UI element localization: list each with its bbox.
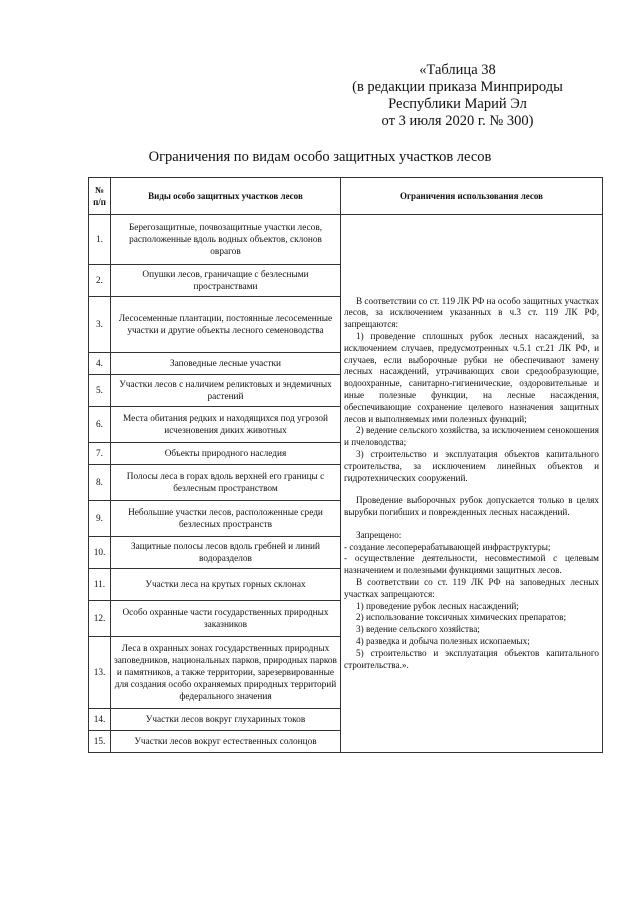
row-number: 9. (89, 501, 111, 537)
restriction-paragraph: 1) проведение сплошных рубок лесных насаждений, за исключением случаев, предусмотренных ч.5.1 ст.21 ЛК РФ, и случаев, если выборочные рубки не обеспечивают замену лесных насаждений, утрачивающих свои средообразующие, водоохранные, санитарно-гигиенические, оздоровительные и иные полезные функции, на лесные насаждения, обеспечивающие сохранение целевого назначения защитных лесов и выполняемых ими полезных функций; (344, 330, 599, 424)
restriction-paragraph: 2) использование токсичных химических препаратов; (356, 612, 567, 623)
table-body (89, 215, 603, 753)
row-number: 12. (89, 601, 111, 637)
forest-area-type: Заповедные лесные участки (111, 353, 341, 375)
row-number: 11. (89, 569, 111, 601)
restriction-paragraph: Запрещено: (356, 529, 402, 540)
forest-area-type: Берегозащитные, почвозащитные участки лесов, расположенные вдоль водных объектов, склонов оврагов (111, 215, 341, 265)
header-line: от 3 июля 2020 г. № 300) (381, 113, 534, 129)
forest-area-type: Участки лесов вокруг естественных солонцов (111, 731, 341, 753)
forest-area-type: Места обитания редких и находящихся под угрозой исчезновения диких животных (111, 407, 341, 443)
restriction-paragraph: 3) ведение сельского хозяйства; (356, 624, 480, 635)
row-number: 14. (89, 709, 111, 731)
column-header-number: № п/п (89, 178, 111, 215)
restriction-paragraph: 1) проведение рубок лесных насаждений; (356, 600, 519, 611)
forest-area-type: Леса в охранных зонах государственных природных заповедников, национальных парков, природных парков и памятников, а также территории, зарезервированные для создания особо охраняемых природных территорий федерального значения (111, 637, 341, 709)
restriction-paragraph: В соответствии со ст. 119 ЛК РФ на заповедных лесных участках запрещаются: (344, 577, 599, 599)
restrictions-table (88, 177, 603, 753)
forest-area-type: Особо охранные части государственных природных заказников (111, 601, 341, 637)
row-number: 7. (89, 443, 111, 465)
row-number: 3. (89, 297, 111, 353)
restriction-paragraph: 4) разведка и добыча полезных ископаемых; (356, 636, 530, 647)
header-line: (в редакции приказа Минприроды (352, 79, 563, 95)
header-line: Республики Марий Эл (388, 96, 527, 112)
forest-area-type: Участки леса на крутых горных склонах (111, 569, 341, 601)
row-number: 6. (89, 407, 111, 443)
table-caption-header (340, 62, 575, 130)
table-row (89, 215, 603, 265)
forest-area-type: Лесосеменные плантации, постоянные лесосеменные участки и другие объекты лесного семеноводства (111, 297, 341, 353)
restriction-paragraph: 2) ведение сельского хозяйства, за исключением сенокошения и пчеловодства; (344, 425, 599, 448)
column-header-restrictions: Ограничения использования лесов (341, 178, 603, 215)
restriction-paragraph: - создание лесоперерабатывающей инфраструктуры; (344, 541, 551, 552)
forest-area-type: Объекты природного наследия (111, 443, 341, 465)
row-number: 13. (89, 637, 111, 709)
forest-area-type: Опушки лесов, граничащие с безлесными пространствами (111, 265, 341, 297)
row-number: 5. (89, 375, 111, 407)
forest-area-type: Участки лесов вокруг глухариных токов (111, 709, 341, 731)
restriction-paragraph: 3) строительство и эксплуатация объектов капитального строительства, за исключением линейных объектов и гидротехнических сооружений. (344, 448, 599, 483)
document-title: Ограничения по видам особо защитных участков лесов (148, 149, 492, 165)
restriction-paragraph: Проведение выборочных рубок допускается только в целях вырубки погибших и поврежденных лесных насаждений. (344, 495, 599, 518)
forest-area-type: Участки лесов с наличием реликтовых и эндемичных растений (111, 375, 341, 407)
row-number: 1. (89, 215, 111, 265)
forest-area-type: Небольшие участки лесов, расположенные среди безлесных пространств (111, 501, 341, 537)
row-number: 15. (89, 731, 111, 753)
row-number: 8. (89, 465, 111, 501)
row-number: 4. (89, 353, 111, 375)
row-number: 2. (89, 265, 111, 297)
row-number: 10. (89, 537, 111, 569)
restrictions-cell (341, 215, 603, 753)
forest-area-type: Полосы леса в горах вдоль верхней его границы с безлесным пространством (111, 465, 341, 501)
forest-area-type: Защитные полосы лесов вдоль гребней и линий водоразделов (111, 537, 341, 569)
header-line: «Таблица 38 (419, 62, 496, 78)
restriction-paragraph: - осуществление деятельности, несовместимой с целевым назначением и полезными функциями защитных лесов. (344, 553, 599, 576)
restriction-paragraph: 5) строительство и эксплуатация объектов капитального строительства.». (344, 647, 599, 670)
restriction-paragraph: В соответствии со ст. 119 ЛК РФ на особо защитных участках лесов, за исключением указанных в ч.3 ст. 119 ЛК РФ, запрещаются: (344, 295, 599, 330)
column-header-types: Виды особо защитных участков лесов (111, 178, 341, 215)
